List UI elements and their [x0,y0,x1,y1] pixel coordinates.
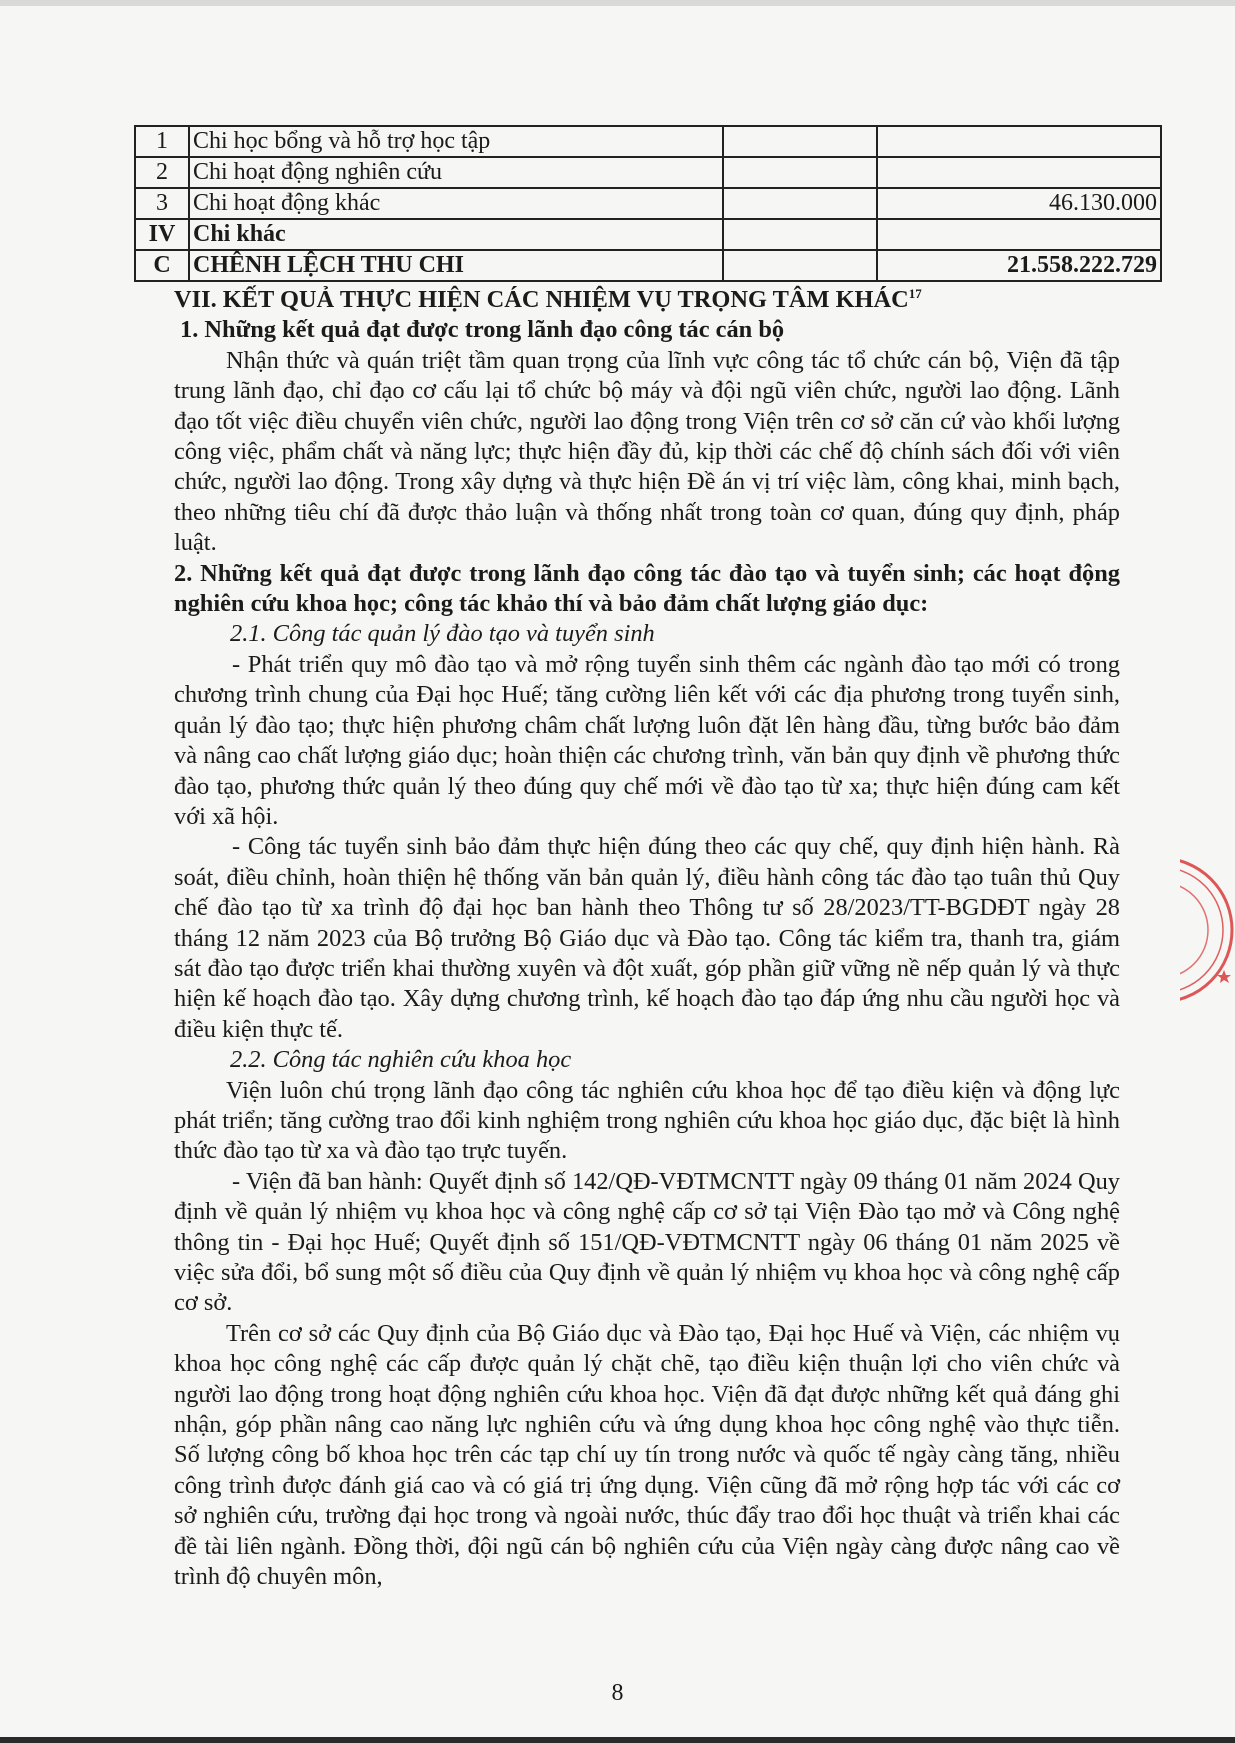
row-value-a [723,219,877,250]
row-value-b: 21.558.222.729 [877,250,1161,281]
row-number: 2 [135,157,189,188]
row-value-b [877,219,1161,250]
row-number: IV [135,219,189,250]
subsection-heading-2: 2. Những kết quả đạt được trong lãnh đạo công tác đào tạo và tuyển sinh; các hoạt động nghiên cứu khoa học; công tác khảo thí và bảo đảm chất lượng giáo dục: [174,559,1120,618]
official-seal-partial [1180,850,1235,1010]
footnote-marker: 17 [908,285,922,301]
row-number: C [135,250,189,281]
row-value-b: 46.130.000 [877,188,1161,219]
paragraph: - Viện đã ban hành: Quyết định số 142/QĐ-VĐTMCNTT ngày 09 tháng 01 năm 2024 Quy định về quản lý nhiệm vụ khoa học và công nghệ cấp cơ sở tại Viện Đào tạo mở và Công nghệ thông tin - Đại học Huế; Quyết định số 151/QĐ-VĐTMCNTT ngày 06 tháng 01 năm 2025 về việc sửa đổi, bổ sung một số điều của Quy định về quản lý nhiệm vụ khoa học và công nghệ cấp cơ sở. [174,1167,1120,1317]
table-row [135,250,1161,281]
row-label: Chi hoạt động nghiên cứu [189,157,723,188]
row-number: 1 [135,126,189,157]
paragraph: Nhận thức và quán triệt tầm quan trọng của lĩnh vực công tác tổ chức cán bộ, Viện đã tập trung lãnh đạo, chỉ đạo cơ cấu lại tổ chức bộ máy và đội ngũ viên chức, người lao động. Lãnh đạo tốt việc điều chuyển viên chức, người lao động trong Viện trên cơ sở căn cứ vào khối lượng công việc, phẩm chất và năng lực; thực hiện đầy đủ, kịp thời các chế độ chính sách đối với viên chức, người lao động. Trong xây dựng và thực hiện Đề án vị trí việc làm, công khai, minh bạch, theo những tiêu chí đã được thảo luận và thống nhất trong toàn cơ quan, đúng quy định, pháp luật. [174,346,1120,557]
row-value-b [877,157,1161,188]
paragraph: Trên cơ sở các Quy định của Bộ Giáo dục và Đào tạo, Đại học Huế và Viện, các nhiệm vụ khoa học công nghệ các cấp được quản lý chặt chẽ, tạo điều kiện thuận lợi cho viên chức và người lao động trong hoạt động nghiên cứu khoa học. Viện đã đạt được những kết quả đáng ghi nhận, góp phần nâng cao năng lực nghiên cứu và ứng dụng khoa học công nghệ vào thực tiễn. Số lượng công bố khoa học trên các tạp chí uy tín trong nước và quốc tế ngày càng tăng, nhiều công trình được đánh giá cao và có giá trị ứng dụng. Viện cũng đã mở rộng hợp tác với các cơ sở nghiên cứu, trường đại học trong và ngoài nước, thúc đẩy trao đổi học thuật và triển khai các đề tài liên ngành. Đồng thời, đội ngũ cán bộ nghiên cứu của Viện ngày càng được nâng cao về trình độ chuyên môn, [174,1319,1120,1591]
row-value-a [723,157,877,188]
page-number: 8 [611,1680,624,1706]
scan-edge-bottom [0,1737,1235,1743]
table-row [135,126,1161,157]
table-row [135,188,1161,219]
finance-table [134,125,1162,282]
paragraph: - Phát triển quy mô đào tạo và mở rộng tuyển sinh thêm các ngành đào tạo mới có trong chương trình chung của Đại học Huế; tăng cường liên kết với các địa phương trong tuyển sinh, quản lý đào tạo; thực hiện phương châm chất lượng luôn đặt lên hàng đầu, từng bước bảo đảm và nâng cao chất lượng giáo dục; hoàn thiện các chương trình, văn bản quy định về phương thức đào tạo, phương thức quản lý theo đúng quy chế mới về đào tạo từ xa; thực hiện đúng cam kết với xã hội. [174,650,1120,830]
table-row [135,157,1161,188]
subheading-research: 2.2. Công tác nghiên cứu khoa học [230,1046,572,1074]
row-label: Chi học bổng và hỗ trợ học tập [189,126,723,157]
row-label: Chi khác [189,219,723,250]
scan-edge-top [0,0,1235,6]
paragraph: Viện luôn chú trọng lãnh đạo công tác nghiên cứu khoa học để tạo điều kiện và động lực phát triển; tăng cường trao đổi kinh nghiệm trong nghiên cứu khoa học giáo dục, đặc biệt là hình thức đào tạo từ xa và đào tạo trực tuyến. [174,1076,1120,1165]
row-value-a [723,188,877,219]
subheading-training: 2.1. Công tác quản lý đào tạo và tuyển sinh [230,620,655,648]
row-value-a [723,126,877,157]
row-value-b [877,126,1161,157]
section-heading: VII. KẾT QUẢ THỰC HIỆN CÁC NHIỆM VỤ TRỌNG TÂM KHÁC$^{17}$ [174,285,922,313]
row-label: CHÊNH LỆCH THU CHI [189,250,723,281]
subsection-heading-1: 1. Những kết quả đạt được trong lãnh đạo công tác cán bộ [180,316,785,344]
paragraph: - Công tác tuyển sinh bảo đảm thực hiện đúng theo các quy chế, quy định hiện hành. Rà soát, điều chỉnh, hoàn thiện hệ thống văn bản quản lý, điều hành công tác đào tạo tuân thủ Quy chế đào tạo từ xa trình độ đại học ban hành theo Thông tư số 28/2023/TT-BGDĐT ngày 28 tháng 12 năm 2023 của Bộ trưởng Bộ Giáo dục và Đào tạo. Công tác kiểm tra, thanh tra, giám sát đào tạo được triển khai thường xuyên và đột xuất, góp phần giữ vững nề nếp quản lý và thực hiện kế hoạch đào tạo. Xây dựng chương trình, kế hoạch đào tạo đáp ứng nhu cầu người học và điều kiện thực tế. [174,833,1120,1043]
row-number: 3 [135,188,189,219]
row-label: Chi hoạt động khác [189,188,723,219]
row-value-a [723,250,877,281]
table-row [135,219,1161,250]
document-body [174,285,1120,1592]
